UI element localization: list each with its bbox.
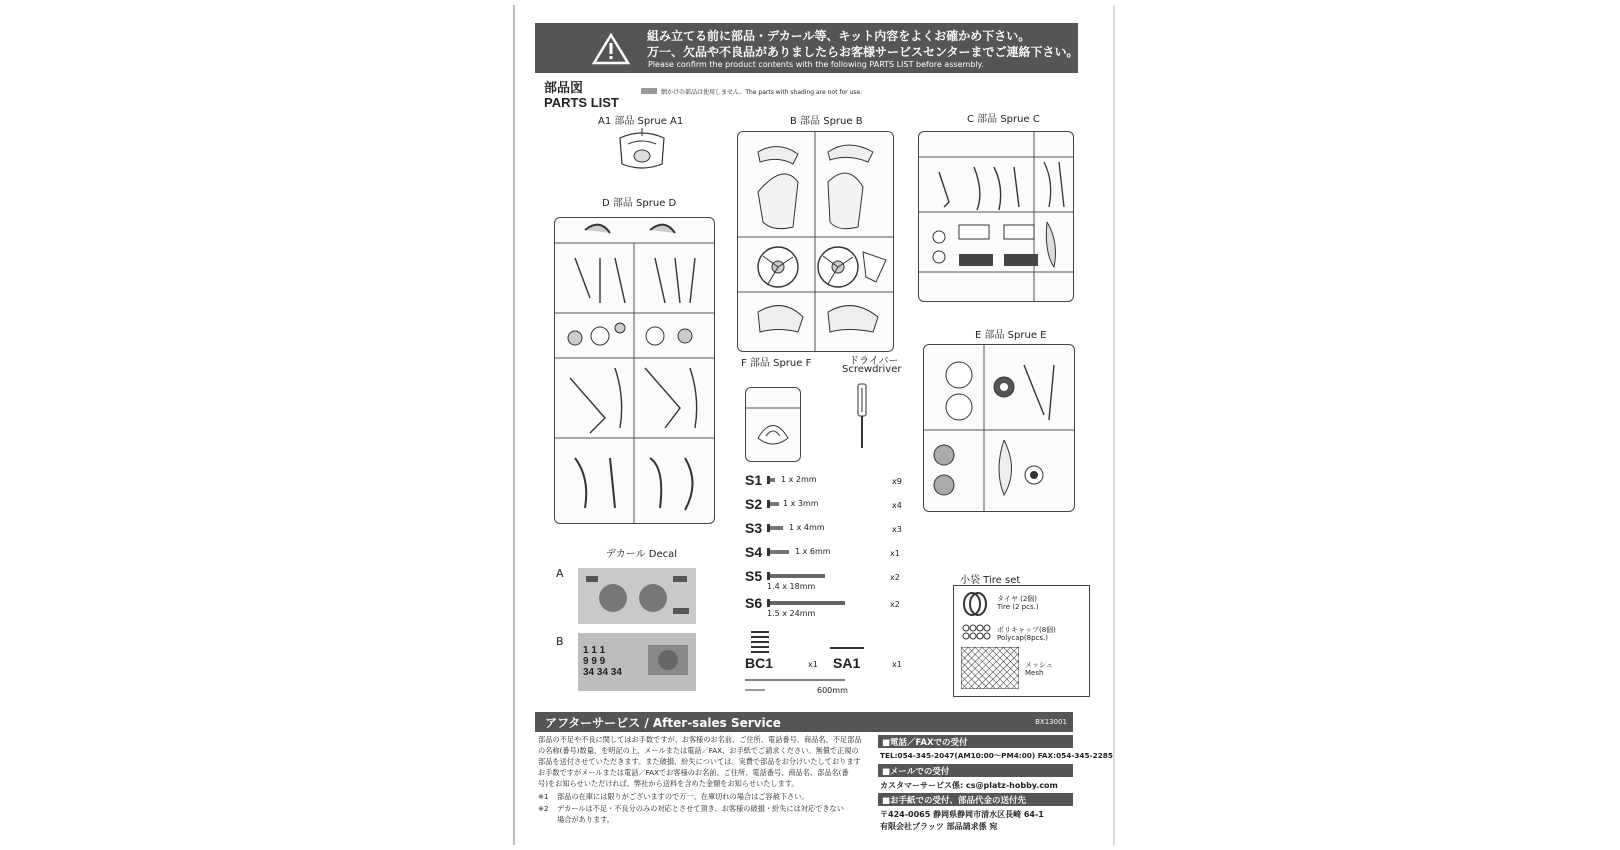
screw-icon [767,523,785,533]
sprue-a1-part [612,126,672,176]
decal-title: デカール Decal [606,549,678,560]
screw-s6 [745,595,900,618]
warning-line-2: 万一、欠品や不良品がありましたらお客様サービスセンターまでご連絡下さい。 [647,45,1079,59]
screw-code: S1 [745,472,763,488]
shading-swatch [641,88,657,94]
tire-icon [962,592,990,616]
polycap-label-en: Polycap(8pcs.) [997,634,1049,642]
sprue-e-drawing [924,345,1074,511]
screw-size: 1 x 6mm [795,547,831,556]
sprue-b-label: B 部品 Sprue B [790,116,863,127]
note-2b: 場合があります。 [557,815,614,824]
sprue-b-frame [737,131,894,352]
note-1: 部品の在庫には限りがございますので万一、在庫切れの場合はご容赦下さい。 [557,792,809,801]
warning-line-1: 組み立てる前に部品・デカール等、キット内容をよくお確かめ下さい。 [647,29,1031,43]
sprue-e-label: E 部品 Sprue E [975,330,1047,341]
screw-icon [767,547,791,557]
sprue-d-drawing [555,218,714,523]
screw-qty: x2 [890,573,900,582]
sprue-e-frame [923,344,1075,512]
post-header-text: ■お手紙での受付、部品代金の送付先 [882,796,1027,806]
note-1-mark: ※1 [538,792,549,801]
screw-s5 [745,568,900,591]
screw-size: 1 x 3mm [783,499,819,508]
body-line: 部品の不足や不良に関してはお手数ですが、お客様のお名前、ご住所、電話番号、商品名、不足部品 [538,735,862,744]
bc1-qty: x1 [808,660,818,669]
warning-line-3: Please confirm the product contents with the following PARTS LIST before assembly. [648,60,984,69]
warning-banner [535,23,1078,73]
tel-fax-header [878,735,1073,748]
decal-label-a: A [556,567,564,580]
post-address-2: 有限会社プラッツ 部品請求係 宛 [880,822,998,831]
shading-legend: 網かけの部品は使用しません。The parts with shading are not for use. [661,89,863,96]
note-2-mark: ※2 [538,804,549,813]
tire-set-title: 小袋 Tire set [960,575,1021,586]
sprue-f-label: F 部品 Sprue F [741,358,812,369]
spring-icon [749,629,771,655]
mesh-icon [961,647,1019,689]
sa1-code: SA1 [833,655,861,671]
sprue-a1-label: A1 部品 Sprue A1 [598,116,684,127]
screwdriver-icon [855,382,869,452]
after-sales-title: アフターサービス / After-sales Service [545,716,781,730]
body-line: お手数ですがメールまたは電話／FAXでお客様のお名前、ご住所、電話番号、商品名、部品名(番 [538,768,849,777]
screw-code: S5 [745,568,763,584]
mesh-label-jp: メッシュ [1025,661,1053,669]
tel-fax-header-text: ■電話／FAXでの受付 [882,738,968,748]
mail-header-text: ■メールでの受付 [882,767,950,777]
polycap-label-jp: ポリキャップ(8個) [997,626,1056,634]
product-code: BX13001 [1035,718,1067,726]
sprue-b-drawing [738,132,893,351]
screw-s3 [745,520,902,540]
decal-label-b: B [556,635,564,648]
screw-s2 [745,496,902,516]
sprue-f-drawing [746,388,800,461]
screw-s4 [745,544,900,564]
tel-fax-line: TEL:054-345-2047(AM10:00～PM4:00) FAX:054-345-2285 [880,751,1113,760]
decal-sheet-a [578,568,696,624]
sprue-c-drawing [919,132,1073,301]
post-address-1: 〒424-0065 静岡県静岡市清水区長崎 64-1 [880,810,1044,819]
sa1-qty: x1 [892,660,902,669]
sprue-d-frame [554,217,715,524]
post-header [878,793,1073,806]
mail-header [878,764,1073,777]
screw-icon [767,571,827,581]
screwdriver-label-jp: ドライバー [849,356,899,367]
tube-length: 600mm [817,686,848,695]
tire-label-jp: タイヤ (2個) [997,595,1038,603]
decal-b-numbers: 1 1 1 9 9 9 34 34 34 [583,645,622,678]
parts-list-title-jp: 部品図 [544,80,584,95]
sprue-c-frame [918,131,1074,302]
sprue-c-label: C 部品 Sprue C [967,114,1040,125]
screw-size: 1.5 x 24mm [767,609,816,618]
body-line: の名称(番号)数量、を明記の上、メールまたは電話／FAX、お手紙でご請求ください。無償で正規の [538,746,859,755]
screw-size: 1 x 2mm [781,475,817,484]
tire-label-en: Tire (2 pcs.) [997,603,1039,611]
polycap-icon [962,624,992,640]
screw-icon [767,499,781,509]
screw-code: S3 [745,520,763,536]
screw-qty: x2 [890,600,900,609]
bc1-code: BC1 [745,655,774,671]
screw-size: 1.4 x 18mm [767,582,816,591]
sprue-f-frame [745,387,801,462]
screwdriver-label-en: Screwdriver [842,364,902,375]
screw-qty: x9 [892,477,902,486]
screw-s1 [745,472,902,492]
screw-code: S6 [745,595,763,611]
screw-code: S4 [745,544,763,560]
note-2a: デカールは不足・不良分のみの対応とさせて頂き、お客様の破損・紛失には対応できない [557,804,844,813]
screw-code: S2 [745,496,763,512]
screw-qty: x1 [890,549,900,558]
after-sales-body [538,734,861,789]
mail-line[interactable]: カスタマーサービス係: cs@platz-hobby.com [880,781,1058,790]
warning-triangle-icon [592,33,630,65]
screw-size: 1 x 4mm [789,523,825,532]
screw-icon [767,475,777,485]
screw-qty: x3 [892,525,902,534]
body-line: 号)をお知らせいただければ、弊社から送料を含めた金額をお知らせいたします。 [538,779,799,788]
parts-list-title-en: PARTS LIST [544,95,619,110]
body-line: 部品を送付させていただきます。また破損、紛失については、実費で部品をお分けいたしております [538,757,861,766]
screw-qty: x4 [892,501,902,510]
mesh-label-en: Mesh [1025,669,1044,677]
screw-icon [767,598,847,608]
shaft-icon [830,645,864,651]
after-sales-bar [535,712,1073,732]
sprue-d-label: D 部品 Sprue D [602,198,677,209]
